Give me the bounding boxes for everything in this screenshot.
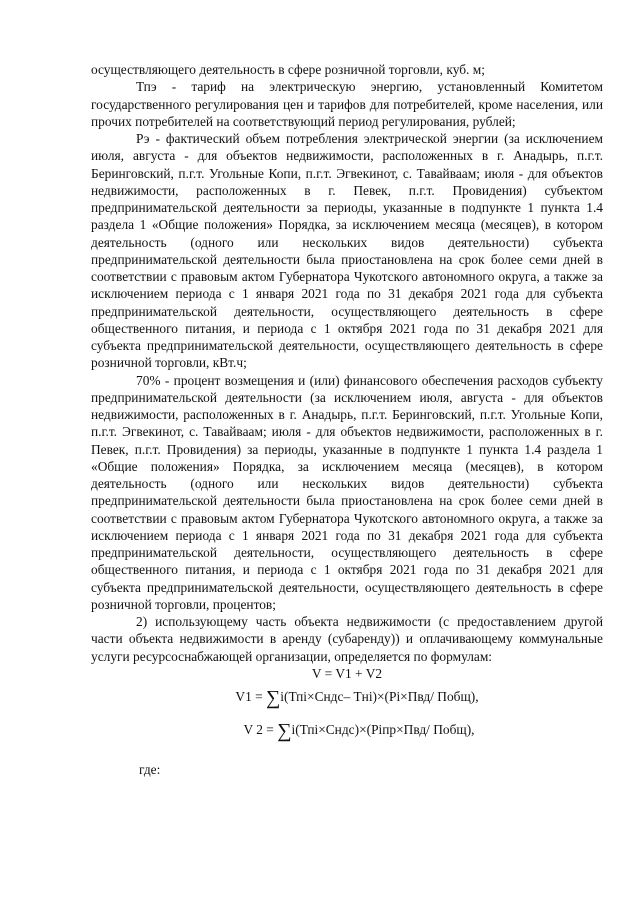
sum-symbol: ∑ (277, 720, 292, 743)
sum-symbol: ∑ (266, 687, 281, 709)
paragraph-item-2: 2) использующему часть объекта недвижимости (с предоставлением другой части объекта недвижимости в аренду (субаренду)) и оплачивающему коммунальные услуги ресурсоснабжающей организации, определяется по формулам: (91, 614, 603, 664)
formula-v2 (115, 720, 603, 743)
formula-v1-lhs: V1 = (235, 689, 267, 704)
formula-v2-rhs: i(Тпi×Сндс)×(Рiпр×Пвд/ Побщ), (291, 722, 475, 738)
where-label: где: (139, 761, 161, 777)
formula-v1-rhs: i(Тпi×Сндс– Тнi)×(Рi×Пвд/ Побщ), (280, 689, 479, 704)
paragraph-consumption: Рэ - фактический объем потребления электрической энергии (за исключением июля, августа - для объектов недвижимости, расположенных в г. Анадырь, п.г.т. Беринговский, п.г.т. Угольные Копи, п.г.т. Эгвекинот, с. Тавайваам; июля - для объектов недвижимости, расположенных в г. Певек, п.г.т. Провидения) субъектом предпринимательской деятельности за периоды, указанные в подпункте 1 пункта 1.4 раздела 1 «Общие положения» Порядка, за исключением месяца (месяцев), в котором деятельность (одного или нескольких видов деятельности) субъекта предпринимательской деятельности была приостановлена на срок более семи дней в соответствии с правовым актом Губернатора Чукотского автономного округа, а также за исключением периода с 1 января 2021 года по 31 декабря 2021 года для субъекта предпринимательской деятельности, осуществляющего деятельность в сфере общественного питания, и периода с 1 октября 2021 года по 31 декабря 2021 для субъекта предпринимательской деятельности, осуществляющего деятельность в сфере розничной торговли, кВт.ч; (91, 131, 603, 371)
paragraph-percent: 70% - процент возмещения и (или) финансового обеспечения расходов субъекту предпринимательской деятельности (за исключением июля, августа - для объектов недвижимости, расположенных в г. Анадырь, п.г.т. Беринговский, п.г.т. Угольные Копи, п.г.т. Эгвекинот, с. Тавайваам; июля - для объектов недвижимости, расположенных в г. Певек, п.г.т. Провидения) за периоды, указанные в подпункте 1 пункта 1.4 раздела 1 «Общие положения» Порядка, за исключением месяца (месяцев), в котором деятельность (одного или нескольких видов деятельности) субъекта предпринимательской деятельности была приостановлена на срок более семи дней в соответствии с правовым актом Губернатора Чукотского автономного округа, а также за исключением периода с 1 января 2021 года по 31 декабря 2021 года для субъекта предпринимательской деятельности, осуществляющего деятельность в сфере общественного питания, и периода с 1 октября 2021 года по 31 декабря 2021 для субъекта предпринимательской деятельности, осуществляющего деятельность в сфере розничной торговли, процентов; (91, 372, 603, 612)
formula-v1 (111, 688, 603, 707)
formula-v-total: V = V1 + V2 (311, 665, 383, 681)
paragraph-tariff: Тпэ - тариф на электрическую энергию, установленный Комитетом государственного регулирования цен и тарифов для потребителей, кроме населения, или прочих потребителей на соответствующий период регулирования, рублей; (91, 79, 603, 129)
document-body (91, 61, 603, 778)
paragraph-continuation: осуществляющего деятельность в сфере розничной торговли, куб. м; (91, 62, 485, 77)
formula-v2-lhs: V 2 = (243, 722, 278, 738)
